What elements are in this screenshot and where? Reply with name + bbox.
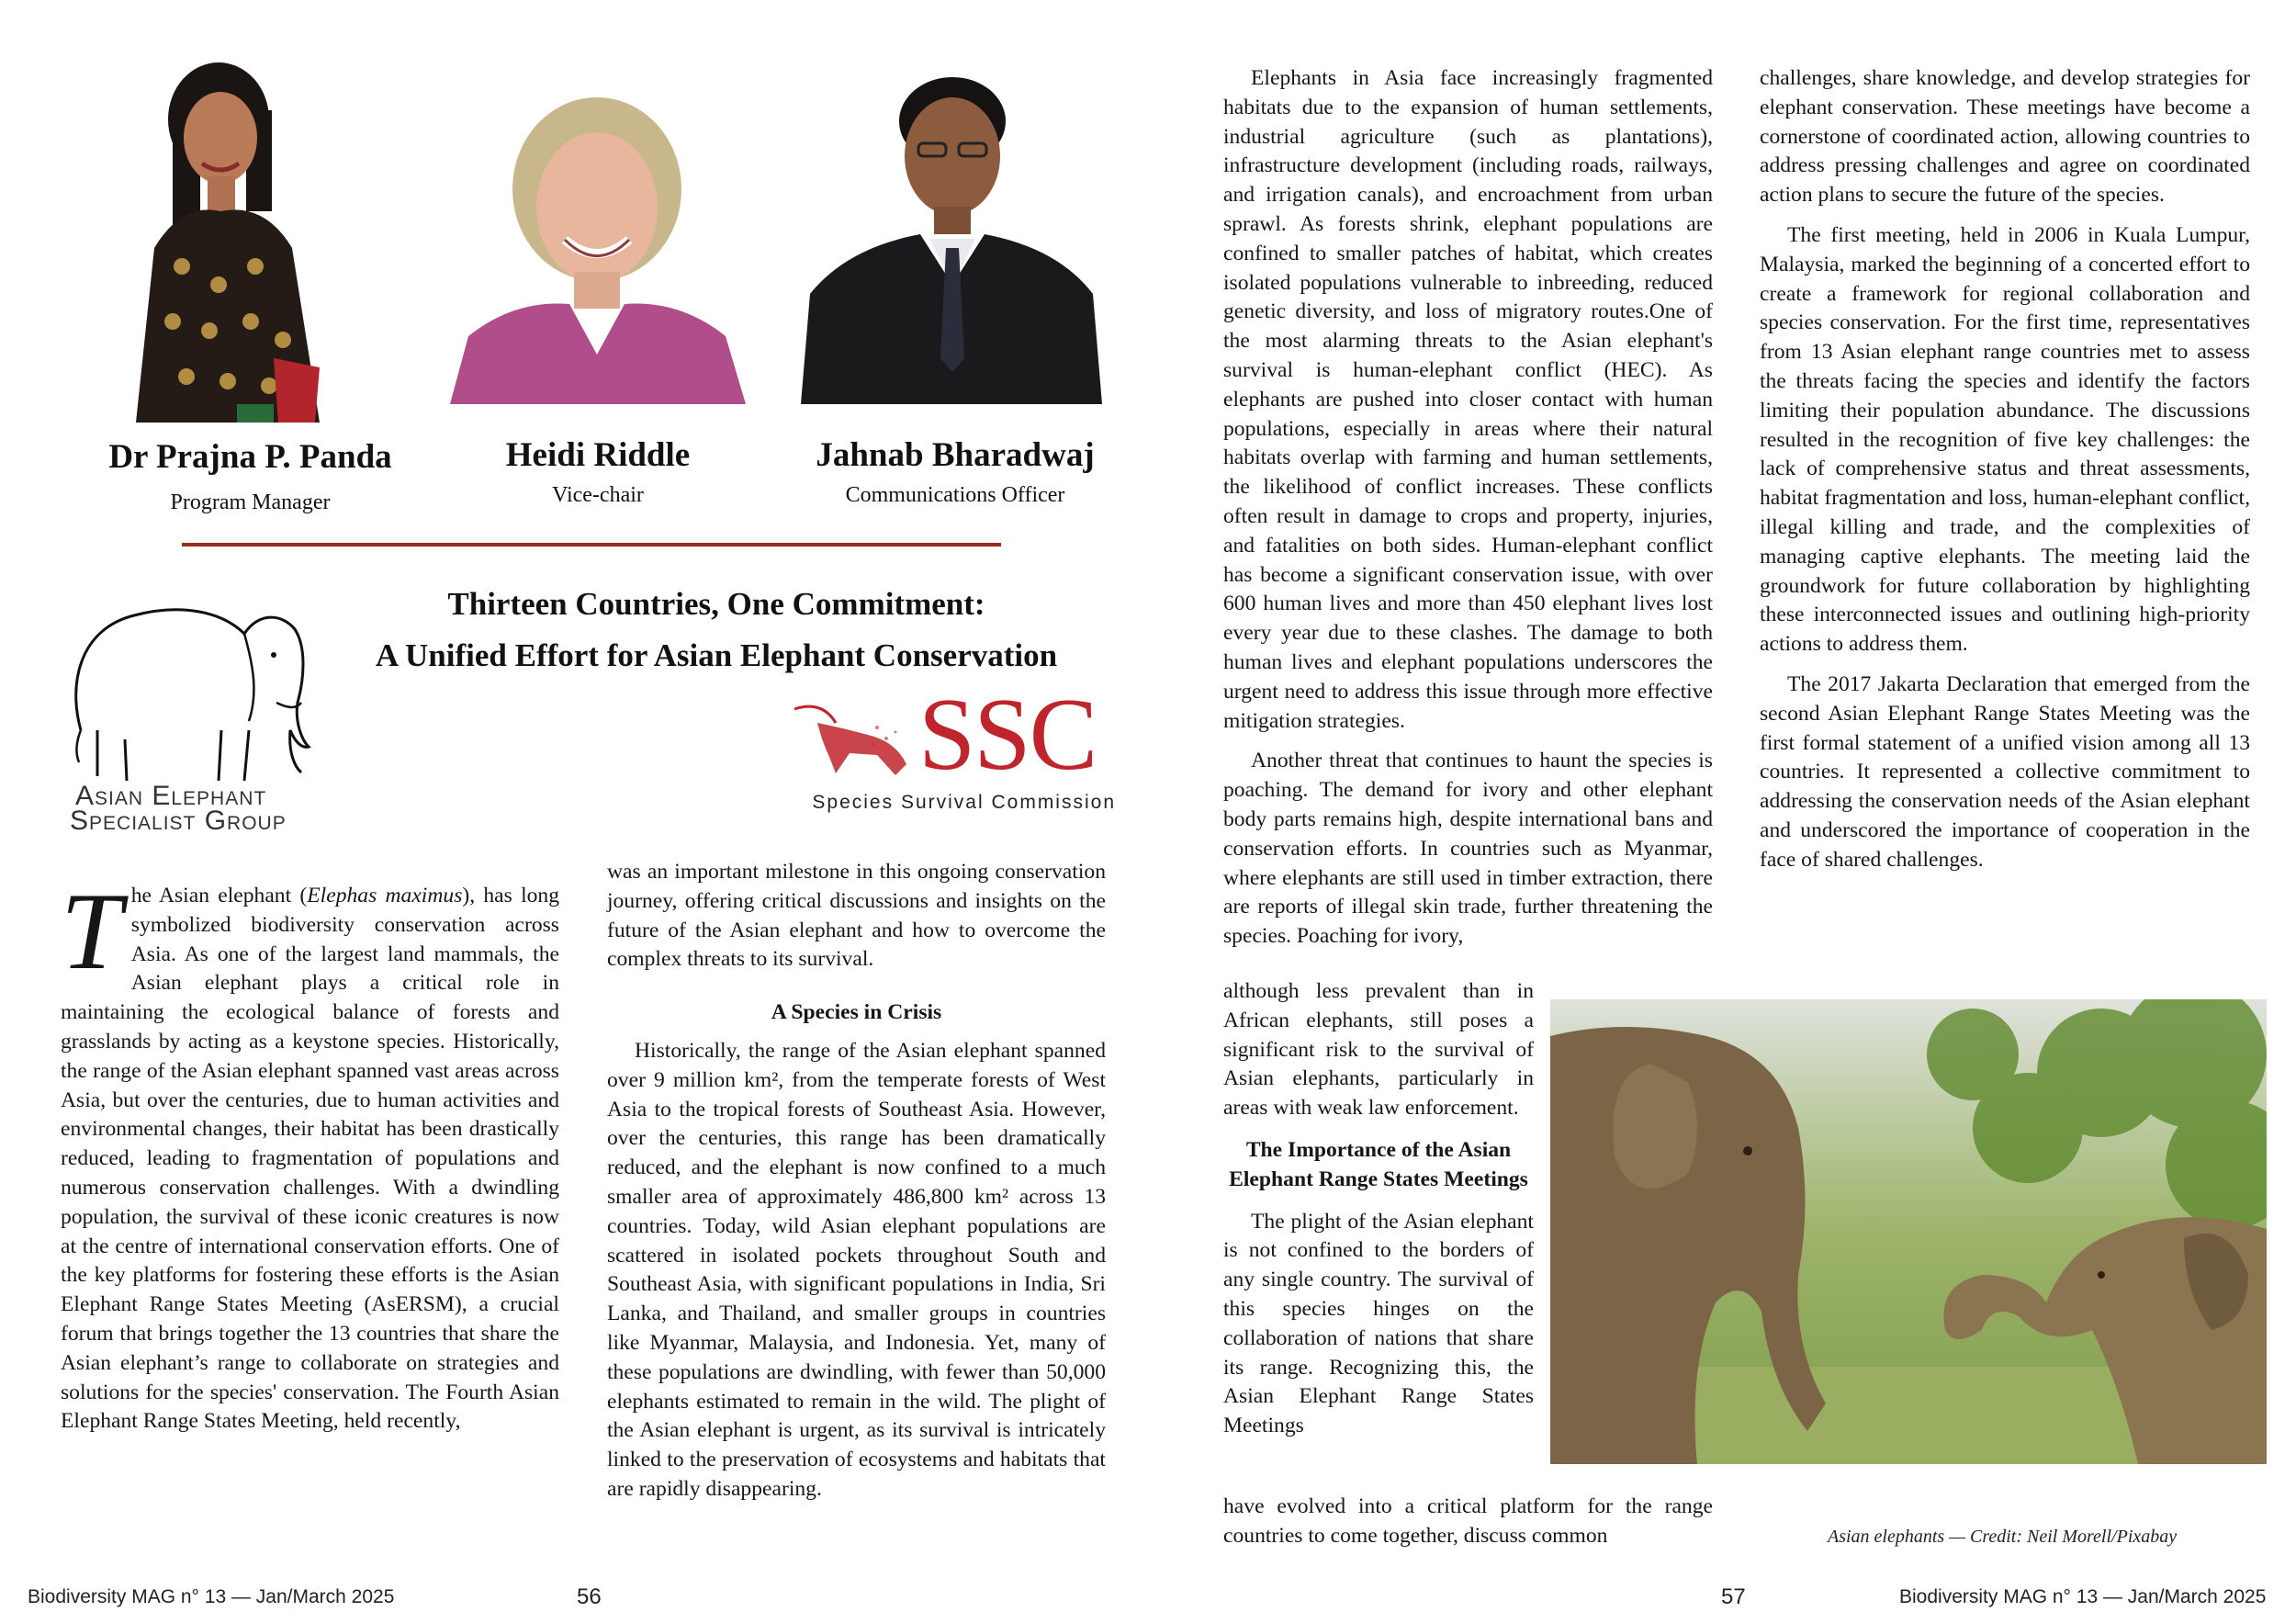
article-column-3-narrow [1223,977,1534,1441]
portrait-heidi-riddle [450,88,746,404]
article-column-2 [607,858,1106,1547]
article-column-3 [1223,64,1713,952]
portrait-jahnab-bharadwaj [801,64,1102,404]
person-name-3: Jahnab Bharadwaj [816,436,1095,474]
column2-paragraph-1: was an important milestone in this ongoing conservation journey, offering critical discussions and insights on the future of the Asian elephant and how to overcome the complex threats to its survival. [607,860,1106,972]
asesg-logo-line2: Specialist Group [70,806,287,836]
person-name-1: Dr Prajna P. Panda [108,438,392,476]
species-name: Elephas maximus [307,884,463,907]
column3-paragraph-1: Elephants in Asia face increasingly fragmented habitats due to the expansion of human settlements, industrial agriculture (such as plantations), infrastructure development (including roads, railways, and irrigation canals), and encroachment from urban sprawl. As forests shrink, elephant populations are confined to smaller patches of habitat, which creates isolated populations vulnerable to inbreeding, reduced genetic diversity, and loss of migratory routes.One of the most alarming threats to the Asian elephant's survival is human-elephant conflict (HEC). As elephants are pushed into closer contact with human populations, especially in areas where their natural habitats overlap with farming and human settlements, the likelihood of conflict increases. These conflicts often result in damage to crops and property, injuries, and fatalities on both sides. Human-elephant conflict has become a significant conservation issue, with over 600 human lives and more than 450 elephant lives lost every year due to these clashes. The damage to both human lives and elephant populations underscores the urgent need to address this issue through more effective mitigation strategies. [1223,66,1713,733]
column3-paragraph-2: Another threat that continues to haunt the species is poaching. The demand for ivory and other elephant body parts remains high, despite international bans and conservation efforts. In countries such as Myanmar, where elephants are still used in timber extraction, there are reports of illegal skin trade, further threatening the species. Poaching for ivory, [1223,749,1713,949]
article-column-1 [61,870,560,1543]
page-number-left: 56 [577,1584,602,1609]
subheading-range-states-meetings: The Importance of the Asian Elephant Range States Meetings [1229,1137,1528,1191]
photo-caption: Asian elephants — Credit: Neil Morell/Pixabay [1828,1527,2178,1547]
column4-paragraph-2: The first meeting, held in 2006 in Kuala Lumpur, Malaysia, marked the beginning of a concerted effort to create a framework for regional collaboration and species conservation. For the first time, representatives from 13 Asian elephant range countries met to assess the threats facing the species and identify the factors limiting their population abundance. The discussions resulted in the recognition of five key challenges: the lack of comprehensive status and threat assessments, habitat fragmentation and loss, human-elephant conflict, illegal killing and trade, and the complexities of managing captive elephants. The meeting laid the groundwork for future collaboration by highlighting these interconnected issues and outlining high-priority actions to address them. [1760,222,2250,657]
footer-right-magazine: Biodiversity MAG n° 13 — Jan/March 2025 [1899,1586,2267,1607]
person-role-3: Communications Officer [845,483,1065,507]
subheading-species-in-crisis: A Species in Crisis [771,1000,942,1025]
column4-paragraph-1: challenges, share knowledge, and develop strategies for elephant conservation. These meetings have become a cornerstone of coordinated action, allowing countries to address pressing challenges and agree on coordinated action plans to secure the future of the species. [1760,66,2250,208]
person-role-2: Vice-chair [552,483,644,507]
ssc-fullname: Species Survival Commission [812,792,1116,813]
elephants-photo [1550,999,2267,1464]
ssc-logo [785,678,1116,819]
person-name-2: Heidi Riddle [505,436,691,474]
asesg-logo-line1: Asian Elephant [75,781,267,811]
ssc-letters: SSC [918,678,1097,792]
drop-cap: T [61,870,122,992]
person-role-1: Program Manager [170,490,331,514]
column4-paragraph-3: The 2017 Jakarta Declaration that emerged from the second Asian Elephant Range States Meeting was the first formal statement of a unified vision among all 13 countries. It represented a collective commitment to addressing the conservation needs of the Asian elephant and underscored the importance of cooperation in the face of shared challenges. [1760,671,2250,872]
portrait-prajna-panda [99,55,356,423]
elephant-outline-icon [61,592,318,785]
intro-paragraph: The Asian elephant (Elephas maximus), has long symbolized biodiversity conservation across Asia. As one of the largest land mammals, the Asian elephant plays a critical role in maintaining the ecological balance of forests and grasslands by acting as a keystone species. Historically, the range of the Asian elephant spanned vast areas across Asia, but over the centuries, due to human activities and environmental changes, their habitat has been drastically reduced, leading to fragmentation of populations and numerous conservation challenges. With a dwindling population, the survival of these iconic creatures is now at the centre of international conservation efforts. One of the key platforms for fostering these efforts is the Asian Elephant Range States Meeting (AsERSM), a crucial forum that brings together the 13 countries that share the Asian elephant’s range to collaborate on strategies and solutions for the species' conservation. The Fourth Asian Elephant Range States Meeting, held recently, [61,870,560,1434]
footer-left-magazine: Biodiversity MAG n° 13 — Jan/March 2025 [28,1586,395,1607]
article-title-line2: A Unified Effort for Asian Elephant Conservation [375,637,1058,673]
header-divider [182,543,1001,547]
article-title-line1: Thirteen Countries, One Commitment: [447,586,985,622]
article-column-4 [1760,64,2250,886]
asesg-logo [61,592,318,840]
column3-paragraph-3: The plight of the Asian elephant is not confined to the borders of any single country. The survival of this species hinges on the collaboration of nations that share its range. Recognizing this, the Asian Elephant Range States Meetings [1223,1209,1534,1438]
column3-paragraph-2-cont: although less prevalent than in African elephants, still poses a significant risk to the survival of Asian elephants, particularly in areas with weak law enforcement. [1223,979,1534,1121]
column2-paragraph-2: Historically, the range of the Asian elephant spanned over 9 million km², from the temperate forests of West Asia to the tropical forests of Southeast Asia. However, over the centuries, this range has been dramatically reduced, and the elephant is now confined to a much smaller area of approximately 486,800 km² across 13 countries. Today, wild Asian elephant populations are scattered in isolated pockets throughout South and Southeast Asia, with significant populations in India, Sri Lanka, and Thailand, and smaller groups in countries like Myanmar, Malaysia, and Indonesia. Yet, many of these populations are dwindling, with fewer than 50,000 elephants estimated to remain in the wild. The plight of the Asian elephant is urgent, as its survival is intricately linked to the preservation of ecosystems and habitats that are rapidly disappearing. [607,1038,1106,1501]
ibex-icon [785,700,923,783]
article-column-3-wide [1223,1493,1713,1562]
column3-paragraph-3-cont: have evolved into a critical platform for the range countries to come together, discuss common [1223,1494,1713,1548]
page-number-right: 57 [1721,1584,1746,1609]
